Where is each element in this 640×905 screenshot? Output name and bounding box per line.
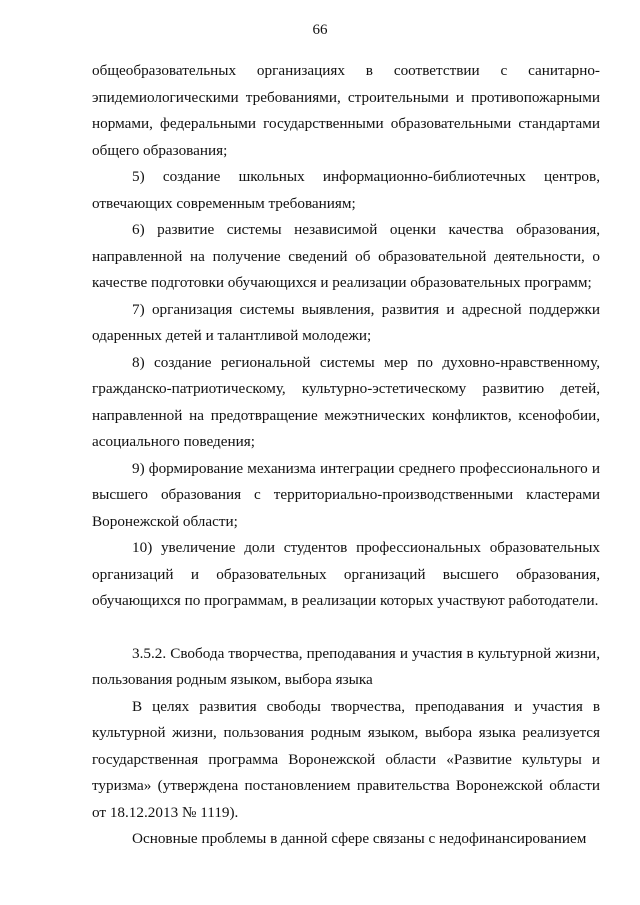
page-number: 66 xyxy=(312,22,328,38)
list-item-7: 7) организация системы выявления, развития и адресной поддержки одаренных детей и талантливой молодежи; xyxy=(92,300,600,344)
list-item-6: 6) развитие системы независимой оценки качества образования, направленной на получение сведений об образовательной деятельности, о качестве подготовки обучающихся и реализации образовательных программ; xyxy=(92,221,600,291)
paragraph-continuation: общеобразовательных организациях в соответствии с санитарно-эпидемиологическими требованиями, строительными и противопожарными нормами, федеральными государственными образовательными стандартами общего образования; xyxy=(92,62,600,159)
document-body xyxy=(92,58,600,853)
list-item-10: 10) увеличение доли студентов профессиональных образовательных организаций и образовательных организаций высшего образования, обучающихся по программам, в реализации которых участвуют работодатели. xyxy=(92,539,600,609)
section-paragraph-cut: Основные проблемы в данной сфере связаны с недофинансированием xyxy=(132,830,587,847)
section-paragraph: В целях развития свободы творчества, преподавания и участия в культурной жизни, пользования родным языком, выбора языка реализуется государственная программа Воронежской области «Развитие культуры и туризма» (утверждена постановлением правительства Воронежской области от 18.12.2013 № 1119). xyxy=(92,697,600,821)
section-heading: 3.5.2. Свобода творчества, преподавания и участия в культурной жизни, пользования родным языком, выбора языка xyxy=(92,644,600,688)
list-item-9: 9) формирование механизма интеграции среднего профессионального и высшего образования с территориально-производственными кластерами Воронежской области; xyxy=(92,459,600,530)
list-item-5: 5) создание школьных информационно-библиотечных центров, отвечающих современным требованиям; xyxy=(92,168,600,212)
list-item-8: 8) создание региональной системы мер по духовно-нравственному, гражданско-патриотическому, культурно-эстетическому развитию детей, направленной на предотвращение межэтнических конфликтов, ксенофобии, асоциального поведения; xyxy=(92,353,600,450)
